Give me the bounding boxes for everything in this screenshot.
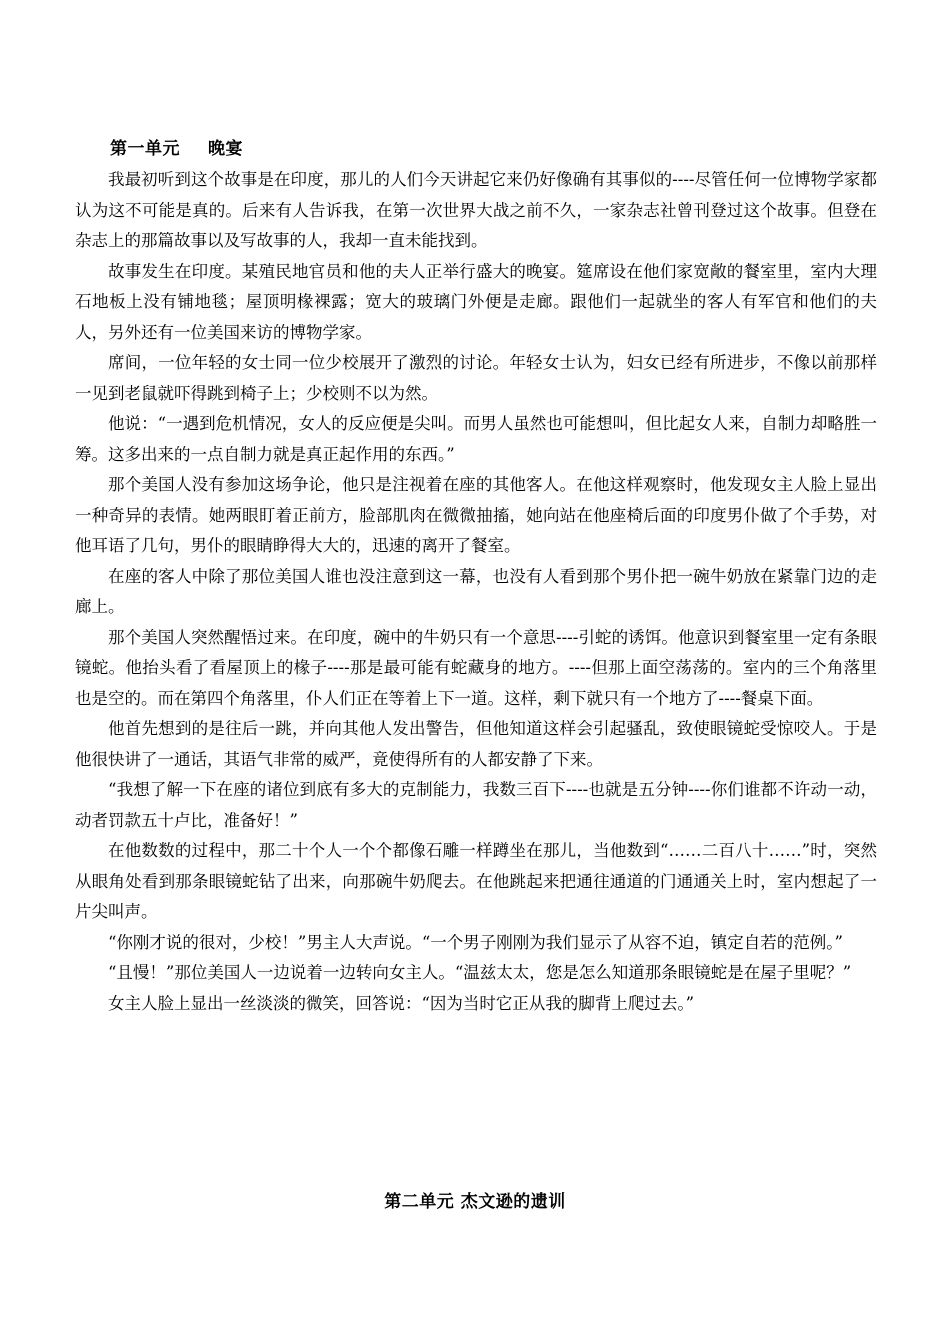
unit-1-title: 晚宴 [208,139,243,159]
unit-1-label: 第一单元 [110,139,180,159]
paragraph: 那个美国人突然醒悟过来。在印度，碗中的牛奶只有一个意思----引蛇的诱饵。他意识到餐室里一定有条眼镜蛇。他抬头看了看屋顶上的椽子----那是最可能有蛇藏身的地方。----但那上面空荡荡的。室内的三个角落里也是空的。而在第四个角落里，仆人们正在等着上下一道。这样，剩下就只有一个地方了----餐桌下面。 [75,627,877,708]
paragraph: “且慢！”那位美国人一边说着一边转向女主人。“温兹太太，您是怎么知道那条眼镜蛇是在屋子里呢？” [108,963,852,982]
paragraph: 在他数数的过程中，那二十个人一个个都像石雕一样蹲坐在那儿，当他数到“……二百八十……”时，突然从眼角处看到那条眼镜蛇钻了出来，向那碗牛奶爬去。在他跳起来把通往通道的门通通关上时，室内想起了一片尖叫声。 [75,841,877,921]
unit-1-heading [110,134,243,159]
paragraph: “我想了解一下在座的诸位到底有多大的克制能力，我数三百下----也就是五分钟----你们谁都不许动一动，动者罚款五十卢比，准备好！” [75,780,877,830]
paragraph: 席间，一位年轻的女士同一位少校展开了激烈的讨论。年轻女士认为，妇女已经有所进步，不像以前那样一见到老鼠就吓得跳到椅子上；少校则不以为然。 [75,353,877,403]
paragraph: 女主人脸上显出一丝淡淡的微笑，回答说：“因为当时它正从我的脚背上爬过去。” [108,993,695,1013]
paragraph: 在座的客人中除了那位美国人谁也没注意到这一幕，也没有人看到那个男仆把一碗牛奶放在紧靠门边的走廊上。 [75,566,877,616]
paragraph: 我最初听到这个故事是在印度，那儿的人们今天讲起它来仍好像确有其事似的----尽管任何一位博物学家都认为这不可能是真的。后来有人告诉我，在第一次世界大战之前不久，一家杂志社曾刊登过这个故事。但登在杂志上的那篇故事以及写故事的人，我却一直未能找到。 [75,170,877,250]
story-body [75,165,877,1019]
paragraph: “你刚才说的很对，少校！”男主人大声说。“一个男子刚刚为我们显示了从容不迫，镇定自若的范例。” [108,932,843,952]
paragraph: 故事发生在印度。某殖民地官员和他的夫人正举行盛大的晚宴。筵席设在他们家宽敞的餐室里，室内大理石地板上没有铺地毯；屋顶明椽裸露；宽大的玻璃门外便是走廊。跟他们一起就坐的客人有军官和他们的夫人，另外还有一位美国来访的博物学家。 [75,261,877,342]
unit-2-heading: 第二单元 杰文逊的遗训 [384,1192,566,1212]
paragraph: 他说：“一遇到危机情况，女人的反应便是尖叫。而男人虽然也可能想叫，但比起女人来，自制力却略胜一筹。这多出来的一点自制力就是真正起作用的东西。” [75,414,877,464]
paragraph: 他首先想到的是往后一跳，并向其他人发出警告，但他知道这样会引起骚乱，致使眼镜蛇受惊咬人。于是他很快讲了一通话，其语气非常的威严，竟使得所有的人都安静了下来。 [75,719,877,769]
paragraph: 那个美国人没有参加这场争论，他只是注视着在座的其他客人。在他这样观察时，他发现女主人脸上显出一种奇异的表情。她两眼盯着正前方，脸部肌肉在微微抽搐，她向站在他座椅后面的印度男仆做了个手势，对他耳语了几句，男仆的眼睛睁得大大的，迅速的离开了餐室。 [75,475,877,555]
